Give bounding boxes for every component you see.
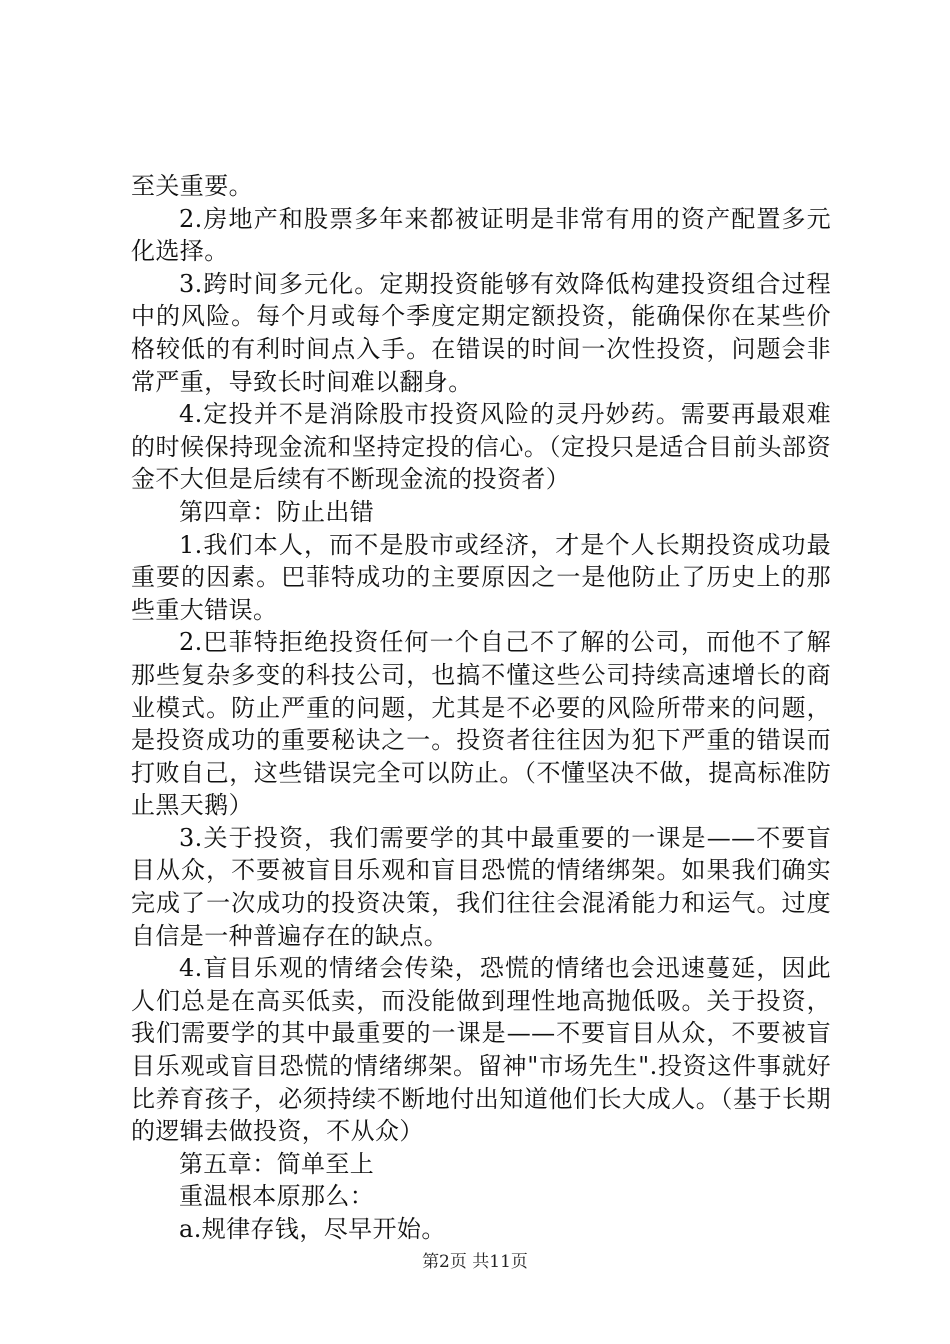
paragraph-time-diversification: 3.跨时间多元化。定期投资能够有效降低构建投资组合过程中的风险。每个月或每个季度定期定额投资，能确保你在某些价格较低的有利时间点入手。在错误的时间一次性投资，问题会非常严重，导致长时间难以翻身。 [131, 269, 831, 396]
chapter-heading-4: 第四章：防止出错 [179, 497, 375, 526]
chapter-heading-5: 第五章：简单至上 [179, 1149, 375, 1178]
paragraph-review-principles: 重温根本原那么： [179, 1182, 375, 1211]
paragraph-emotion-contagion: 4.盲目乐观的情绪会传染，恐慌的情绪也会迅速蔓延，因此人们总是在高买低卖，而没能做到理性地高抛低吸。关于投资，我们需要学的其中最重要的一课是——不要盲目从众，不要被盲目乐观或盲目恐慌的情绪绑架。留神"市场先生".投资这件事就好比养育孩子，必须持续不断地付出知道他们长大成人。（基于长期的逻辑去做投资，不从众） [131, 954, 831, 1146]
paragraph-save-early: a.规律存钱，尽早开始。 [179, 1215, 446, 1243]
paragraph-buffett-avoid-unknown: 2.巴菲特拒绝投资任何一个自己不了解的公司，而他不了解那些复杂多变的科技公司，也搞不懂这些公司持续高速增长的商业模式。防止严重的问题，尤其是不必要的风险所带来的问题，是投资成功的重要秘诀之一。投资者往往因为犯下严重的错误而打败自己，这些错误完全可以防止。（不懂坚决不做，提高标准防止黑天鹅） [131, 628, 831, 820]
paragraph-continuation: 至关重要。 [131, 172, 253, 200]
page-number-footer: 第2页 共11页 [422, 1252, 528, 1272]
paragraph-real-estate-stocks: 2.房地产和股票多年来都被证明是非常有用的资产配置多元化选择。 [131, 204, 831, 266]
document-body [131, 170, 831, 1246]
paragraph-dca-not-cure: 4.定投并不是消除股市投资风险的灵丹妙药。需要再最艰难的时候保持现金流和坚持定投的信心。（定投只是适合目前头部资金不大但是后续有不断现金流的投资者） [131, 400, 831, 494]
paragraph-ourselves-key-factor: 1.我们本人，而不是股市或经济，才是个人长期投资成功最重要的因素。巴菲特成功的主要原因之一是他防止了历史上的那些重大错误。 [131, 530, 831, 624]
paragraph-dont-follow-crowd: 3.关于投资，我们需要学的其中最重要的一课是——不要盲目从众，不要被盲目乐观和盲目恐慌的情绪绑架。如果我们确实完成了一次成功的投资决策，我们往往会混淆能力和运气。过度自信是一种普遍存在的缺点。 [131, 823, 831, 950]
